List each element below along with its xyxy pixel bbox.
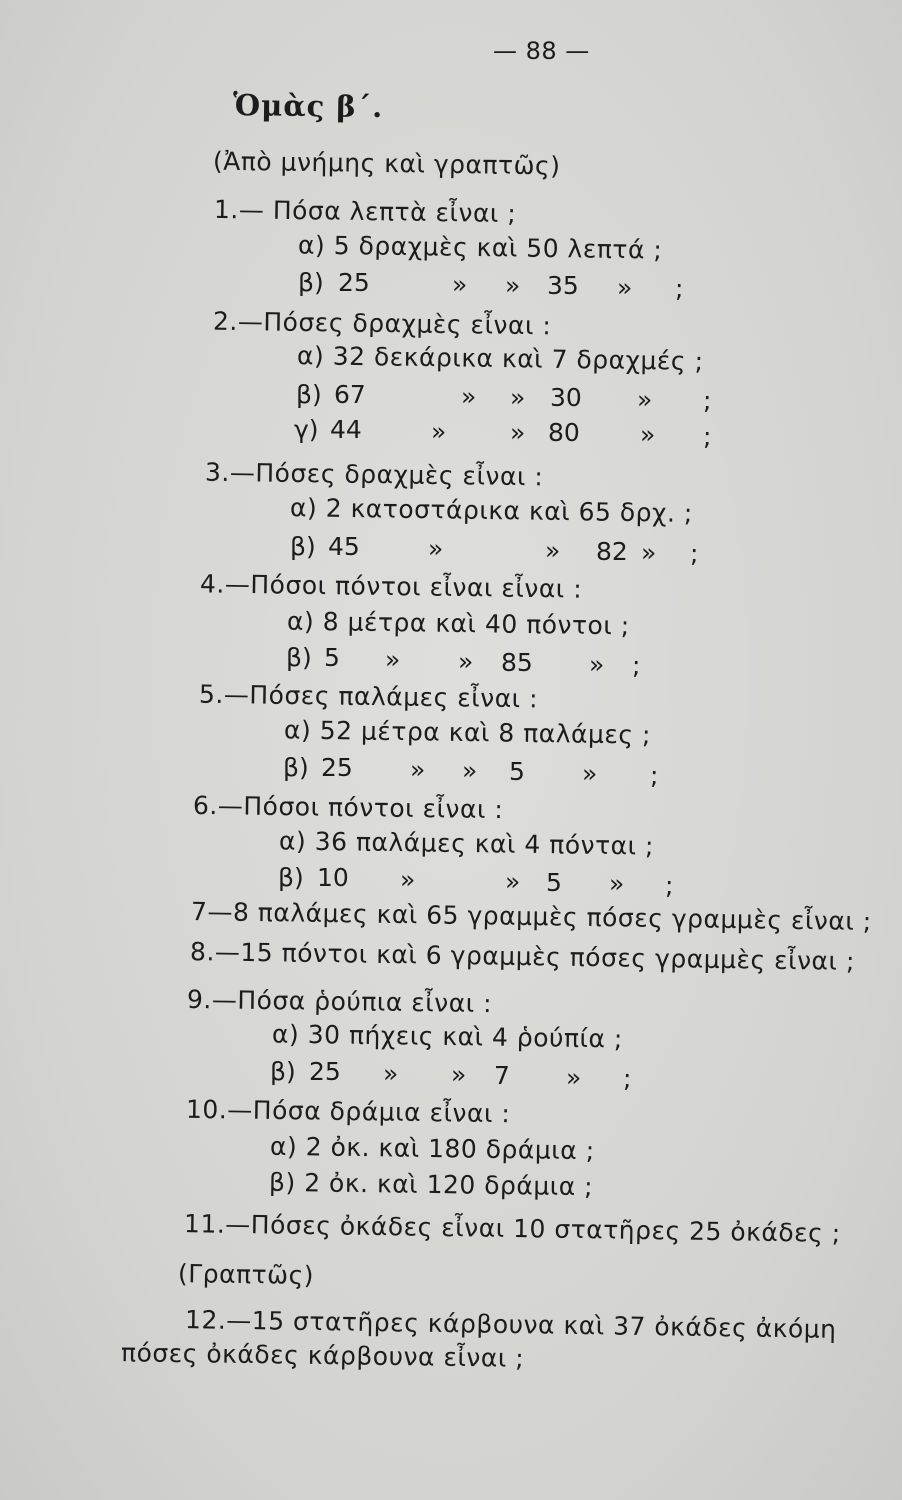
part-letter: α) [297, 230, 326, 260]
ditto-mark: » [385, 645, 401, 674]
ditto-mark: » [641, 538, 657, 567]
ditto-mark: » [452, 270, 468, 299]
exercise-10b [269, 1168, 594, 1203]
exercise-8-question: 8.—15 πόντοι καὶ 6 γραμμὲς πόσες γραμμὲς εἶναι ; [189, 937, 856, 976]
ditto-mark: » [383, 1059, 399, 1088]
part-letter: α) [269, 1131, 298, 1162]
part-number: 25 [338, 268, 370, 297]
part-end: ; [653, 235, 663, 265]
part-number: 5 [324, 643, 340, 672]
part-end: ; [683, 498, 693, 528]
part-number: 36 [314, 826, 348, 857]
ditto-mark: » [400, 865, 416, 894]
section-heading: Ὁμὰς β΄. [232, 87, 384, 125]
ditto-mark: » [451, 1060, 467, 1089]
part-letter: α) [271, 1019, 300, 1049]
exercise-6-question: 6.—Πόσοι πόντοι εἶναι : [192, 790, 504, 825]
part-text: κατοστάρικα καὶ 65 δρχ. [350, 494, 676, 528]
part-end: ; [665, 871, 674, 900]
part-end: ; [644, 831, 655, 861]
part-number: 30 [550, 383, 582, 412]
exercise-10-question: 10.—Πόσα δράμια εἶναι : [185, 1094, 511, 1129]
exercise-2-question: 2.—Πόσες δραχμὲς εἶναι : [212, 306, 552, 341]
part-end: ; [690, 539, 699, 568]
exercise-9a [272, 1020, 623, 1055]
part-letter: β) [283, 753, 309, 782]
part-number: 25 [309, 1057, 341, 1086]
part-text: ὀκ. καὶ 180 δράμια [330, 1132, 578, 1166]
part-number: 67 [334, 380, 366, 409]
part-text: δραχμὲς καὶ 50 λεπτά [358, 231, 646, 265]
ditto-mark: » [458, 647, 474, 676]
part-text: παλάμες καὶ 4 πόνται [355, 827, 637, 861]
ditto-mark: » [410, 755, 426, 784]
ditto-mark: » [589, 650, 605, 679]
part-letter: β) [290, 532, 316, 561]
ditto-mark: » [428, 534, 444, 563]
part-end: ; [583, 1172, 594, 1202]
exercise-6a [279, 826, 654, 861]
part-letter: γ) [294, 415, 319, 444]
exercise-12-line1: 12.—15 στατῆρες κάρβουνα καὶ 37 ὀκάδες ἀκόμη [184, 1305, 837, 1344]
part-end: ; [585, 1136, 595, 1166]
exercise-4-question: 4.—Πόσοι πόντοι εἶναι εἶναι : [199, 569, 583, 604]
part-number: 10 [317, 863, 349, 892]
exercise-1a [298, 230, 663, 265]
part-letter: α) [278, 826, 307, 856]
part-number: 82 [596, 537, 628, 566]
exercise-5-question: 5.—Πόσες παλάμες εἶναι : [198, 679, 539, 714]
part-number: 32 [332, 341, 366, 372]
ditto-mark: » [461, 382, 477, 411]
part-number: 7 [494, 1061, 510, 1090]
part-text: μέτρα καὶ 8 παλάμες [360, 716, 634, 750]
part-end: ; [703, 386, 712, 415]
exercise-2a [297, 341, 704, 377]
written-section-label: (Γραπτῶς) [177, 1259, 315, 1290]
part-letter: β) [286, 643, 312, 672]
part-letter: β) [296, 380, 322, 409]
part-number: 44 [330, 415, 362, 444]
ditto-mark: » [617, 273, 633, 302]
exercise-9-question: 9.—Πόσα ῥούπια εἶναι : [186, 984, 493, 1019]
part-letter: α) [283, 715, 312, 745]
part-end: ; [632, 651, 641, 680]
part-text: δεκάρικα καὶ 7 δραχμές [373, 342, 687, 376]
part-end: ; [613, 1024, 624, 1054]
part-end: ; [694, 346, 704, 376]
part-end: ; [675, 274, 684, 303]
part-number: 8 [322, 607, 340, 637]
part-end: ; [620, 611, 630, 641]
part-letter: α) [289, 493, 318, 523]
part-letter: α) [296, 341, 325, 371]
part-number: 2 [325, 493, 343, 523]
part-number: 35 [547, 271, 579, 300]
part-number: 85 [501, 648, 533, 677]
part-number: 5 [509, 757, 525, 786]
part-number: 80 [548, 418, 580, 447]
part-number: 52 [319, 715, 353, 746]
ditto-mark: » [609, 869, 625, 898]
part-number: 30 [307, 1020, 341, 1050]
part-number: 5 [546, 868, 562, 897]
part-letter: β) [270, 1057, 296, 1086]
exercise-12-line2: πόσες ὀκάδες κάρβουνα εἶναι ; [120, 1338, 525, 1373]
exercise-4a [287, 607, 630, 642]
ditto-mark: » [637, 385, 653, 414]
page-number: — 88 — [493, 37, 590, 65]
part-end: ; [623, 1064, 632, 1093]
ditto-mark: » [566, 1063, 582, 1092]
part-letter: α) [286, 606, 315, 636]
ditto-mark: » [510, 418, 526, 447]
ditto-mark: » [640, 420, 656, 449]
exercise-7-question: 7—8 παλάμες καὶ 65 γραμμὲς πόσες γραμμὲς εἶναι ; [190, 896, 872, 937]
part-text: μέτρα καὶ 40 πόντοι [347, 607, 613, 641]
part-text: ὀκ. καὶ 120 δράμια [328, 1168, 576, 1202]
part-number: 2 [303, 1168, 321, 1198]
ditto-mark: » [505, 867, 521, 896]
part-end: ; [650, 761, 659, 790]
part-number: 2 [305, 1132, 323, 1162]
part-end: ; [703, 422, 712, 451]
part-letter: β) [278, 863, 304, 892]
part-end: ; [641, 720, 652, 750]
part-number: 25 [321, 753, 353, 782]
ditto-mark: » [505, 271, 521, 300]
ditto-mark: » [510, 383, 526, 412]
exercise-11-question: 11.—Πόσες ὀκάδες εἶναι 10 στατῆρες 25 ὀκάδες ; [183, 1209, 841, 1248]
ditto-mark: » [582, 759, 598, 788]
part-number: 45 [328, 532, 360, 561]
ditto-mark: » [545, 536, 561, 565]
exercise-10a [270, 1132, 595, 1167]
exercise-1-question: 1.— Πόσα λεπτὰ εἶναι ; [213, 194, 517, 229]
section-subheading: (Ἀπὸ μνήμης καὶ γραπτῶς) [212, 146, 561, 181]
part-text: πήχεις καὶ 4 ῥούπία [348, 1020, 606, 1054]
ditto-mark: » [431, 417, 447, 446]
ditto-mark: » [462, 756, 478, 785]
exercise-5a [284, 715, 651, 750]
part-number: 5 [333, 230, 351, 261]
part-letter: β) [268, 1167, 296, 1198]
part-letter: β) [298, 268, 324, 297]
exercise-3a [290, 493, 693, 529]
exercise-3-question: 3.—Πόσες δραχμὲς εἶναι : [204, 457, 544, 492]
